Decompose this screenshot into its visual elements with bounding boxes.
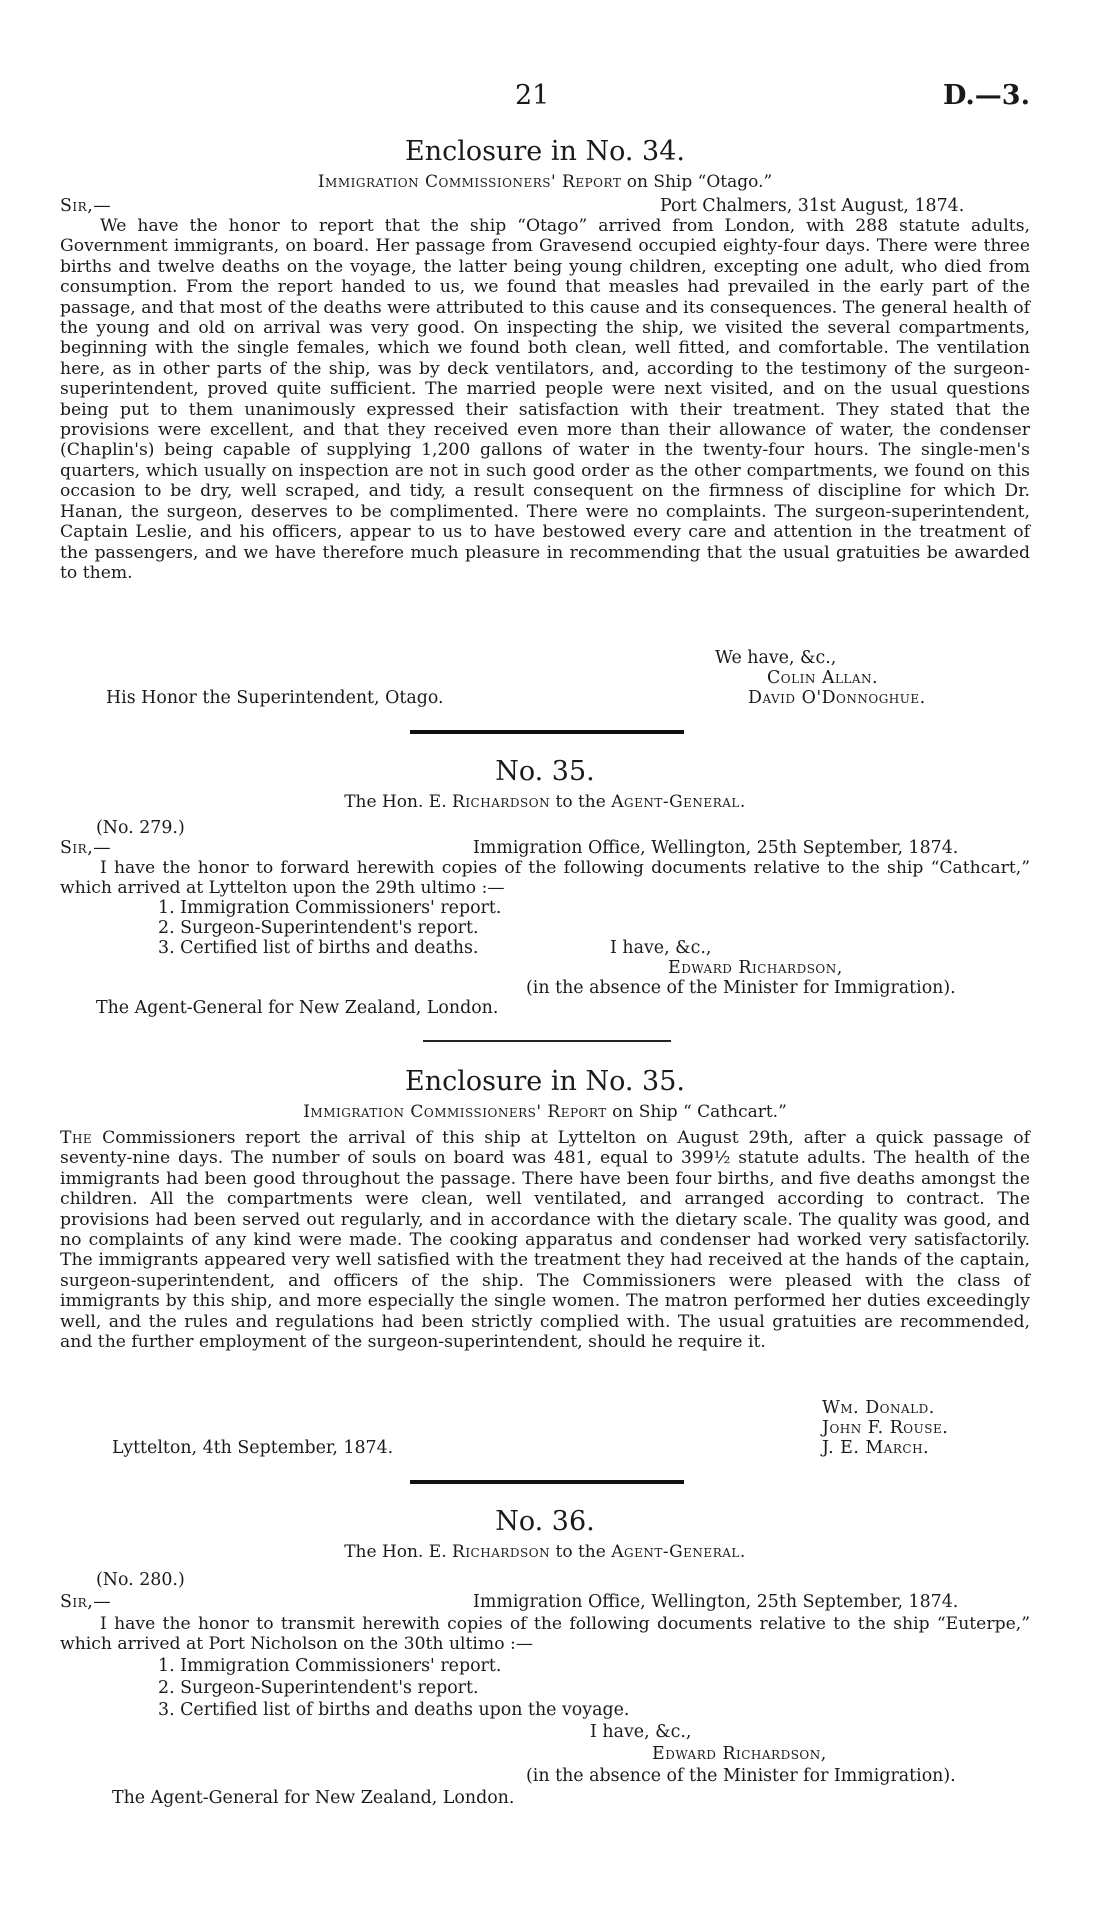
letter-35-item-3: 3. Certified list of births and deaths. (158, 938, 479, 958)
letter-35-subtitle-to: Agent-General. (611, 792, 746, 812)
section-divider-thin (423, 1040, 671, 1042)
letter-36-signatory: Edward Richardson, (652, 1744, 827, 1764)
enclosure-34-signatory-1: Colin Allan. (767, 668, 879, 688)
letter-36-item-2: 2. Surgeon-Superintendent's report. (158, 1678, 479, 1698)
letter-36-subtitle-mid: to the (555, 1542, 606, 1562)
section-divider-thick-2 (410, 1480, 684, 1484)
letter-35-salutation: Sir,— (60, 838, 112, 858)
enclosure-34-addressee: His Honor the Superintendent, Otago. (106, 688, 444, 708)
enclosure-34-subtitle-rest: on Ship “Otago.” (626, 172, 773, 192)
letter-35-signatory: Edward Richardson, (668, 958, 843, 978)
letter-35-title: No. 35. (495, 756, 595, 787)
letter-35-subtitle-name: Richardson (452, 792, 551, 812)
letter-36-absence: (in the absence of the Minister for Immigration). (526, 1766, 956, 1786)
letter-35-place-date: Immigration Office, Wellington, 25th September, 1874. (473, 838, 959, 858)
enclosure-34-subtitle-caps: Immigration Commissioners' Report (317, 172, 622, 192)
enclosure-35-subtitle (60, 1102, 1030, 1122)
letter-35-item-2: 2. Surgeon-Superintendent's report. (158, 918, 479, 938)
letter-35-ref: (No. 279.) (96, 818, 185, 838)
letter-35-subtitle-mid: to the (555, 792, 606, 812)
enclosure-35-title: Enclosure in No. 35. (405, 1066, 685, 1097)
letter-36-item-1: 1. Immigration Commissioners' report. (158, 1656, 502, 1676)
enclosure-35-place-date: Lyttelton, 4th September, 1874. (112, 1438, 394, 1458)
letter-36-closing: I have, &c., (590, 1722, 692, 1742)
letter-36-item-3: 3. Certified list of births and deaths upon the voyage. (158, 1700, 630, 1720)
enclosure-35-subtitle-caps: Immigration Commissioners' Report (303, 1102, 607, 1122)
enclosure-35-signatory-2: John F. Rouse. (822, 1418, 949, 1438)
enclosure-34-closing: We have, &c., (715, 648, 837, 668)
letter-36-subtitle-name: Richardson (452, 1542, 551, 1562)
enclosure-34-body: We have the honor to report that the ship “Otago” arrived from London, with 288 statute adults, Government immigrants, on board. Her passage from Gravesend occupied eighty-four days. There were three births and twelve deaths on the voyage, the latter being young children, excepting one adult, who died from consumption. From the report handed to us, we found that measles had prevailed in the early part of the passage, and that most of the deaths were attributed to this cause and its consequences. The general health of the young and old on arrival was very good. On inspecting the ship, we visited the several compartments, beginning with the single females, which we found both clean, well fitted, and comfortable. The ventilation here, as in other parts of the ship, was by deck ventilators, and, according to the testimony of the surgeon-superintendent, proved quite sufficient. The married people were next visited, and on the usual questions being put to them unanimously expressed their satisfaction with their treatment. They stated that the provisions were excellent, and that they received even more than their allowance of water, the condenser (Chaplin's) being capable of supplying 1,200 gallons of water in the twenty-four hours. The single-men's quarters, which usually on inspection are not in such good order as the other compartments, we found on this occasion to be dry, well scraped, and tidy, a result consequent on the firmness of discipline for which Dr. Hanan, the surgeon, deserves to be complimented. There were no complaints. The surgeon-superintendent, Captain Leslie, and his officers, appear to us to have bestowed every care and attention in the treatment of the passengers, and we have therefore much pleasure in recommending that the usual gratuities be awarded to them. (60, 216, 1030, 583)
letter-36-place-date: Immigration Office, Wellington, 25th September, 1874. (473, 1592, 959, 1612)
document-code: D.—3. (942, 80, 1030, 111)
enclosure-34-subtitle (60, 172, 1030, 192)
enclosure-35-subtitle-rest: on Ship “ Cathcart.” (612, 1102, 787, 1122)
letter-36-subtitle-pre: The Hon. E. (344, 1542, 447, 1562)
letter-36-subtitle-to: Agent-General. (611, 1542, 746, 1562)
letter-36-ref: (No. 280.) (96, 1570, 185, 1590)
letter-36-salutation: Sir,— (60, 1592, 112, 1612)
enclosure-34-place-date: Port Chalmers, 31st August, 1874. (660, 196, 965, 216)
enclosure-35-body (60, 1128, 1030, 1352)
letter-35-item-1: 1. Immigration Commissioners' report. (158, 898, 502, 918)
letter-36-body: I have the honor to transmit herewith copies of the following documents relative to the ship “Euterpe,” which arrived at Port Nicholson on the 30th ultimo :— (60, 1614, 1030, 1655)
letter-35-absence: (in the absence of the Minister for Immigration). (526, 978, 956, 998)
page-number: 21 (515, 80, 550, 111)
letter-36-addressee: The Agent-General for New Zealand, London. (112, 1788, 515, 1808)
section-divider-thick (410, 730, 684, 734)
letter-35-subtitle-pre: The Hon. E. (344, 792, 447, 812)
letter-35-subtitle (60, 792, 1030, 812)
enclosure-35-signatory-1: Wm. Donald. (822, 1398, 935, 1418)
enclosure-34-signatory-2: David O'Donnoghue. (748, 688, 926, 708)
enclosure-35-lead-caps: The (60, 1128, 93, 1148)
letter-35-body: I have the honor to forward herewith copies of the following documents relative to the ship “Cathcart,” which arrived at Lyttelton upon the 29th ultimo :— (60, 858, 1030, 899)
enclosure-35-body-text: Commissioners report the arrival of this ship at Lyttelton on August 29th, after a quick passage of seventy-nine days. The number of souls on board was 481, equal to 399½ statute adults. The health of the immigrants had been good throughout the passage. There have been four births, and five deaths amongst the children. All the compartments were clean, well ventilated, and arranged according to contract. The provisions had been served out regularly, and in accordance with the dietary scale. The quality was good, and no complaints of any kind were made. The cooking apparatus and condenser had worked very satisfactorily. The immigrants appeared very well satisfied with the treatment they had received at the hands of the captain, surgeon-superintendent, and officers of the ship. The Commissioners were pleased with the class of immigrants by this ship, and more especially the single women. The matron performed her duties exceedingly well, and the rules and regulations had been strictly complied with. The usual gratuities are recommended, and the further employment of the surgeon-superintendent, should he require it. (60, 1128, 1030, 1353)
letter-35-addressee: The Agent-General for New Zealand, London. (96, 998, 499, 1018)
enclosure-35-signatory-3: J. E. March. (822, 1438, 930, 1458)
letter-36-subtitle (60, 1542, 1030, 1562)
letter-35-closing: I have, &c., (610, 938, 712, 958)
letter-36-title: No. 36. (495, 1506, 595, 1537)
enclosure-34-title: Enclosure in No. 34. (405, 136, 685, 167)
enclosure-34-salutation: Sir,— (60, 196, 112, 216)
